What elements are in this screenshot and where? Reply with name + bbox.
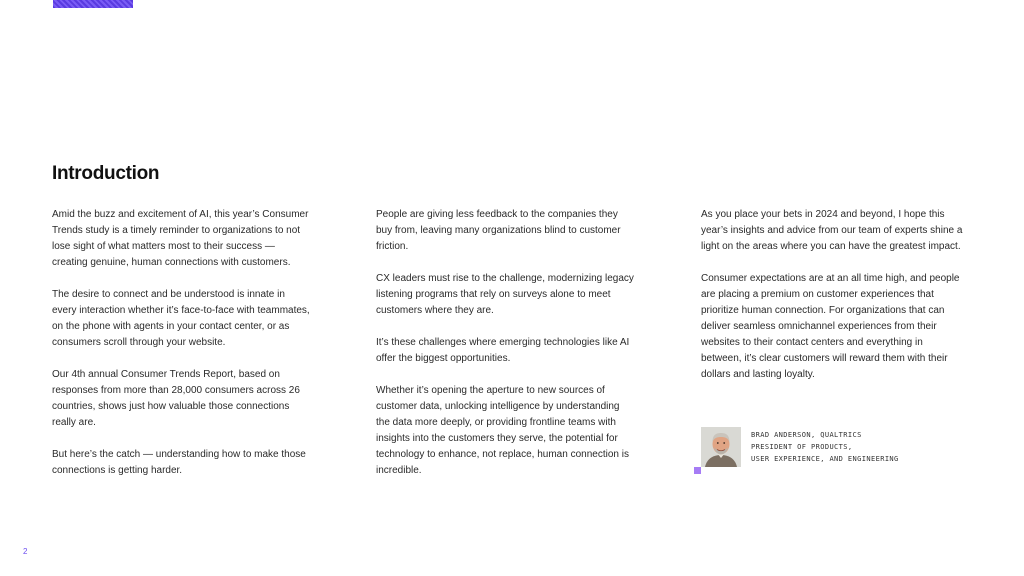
top-accent-bar: [53, 0, 133, 8]
page-title: Introduction: [52, 163, 160, 184]
paragraph: It’s these challenges where emerging technologies like AI offer the biggest opportunities.: [376, 337, 630, 364]
author-credit: [751, 429, 899, 465]
paragraph: Whether it’s opening the aperture to new sources of customer data, unlocking intelligence by understanding the data more deeply, or providing frontline teams with insights into the customers they serve, the potential for technology to enhance, not replace, human connection is incredible.: [376, 385, 629, 476]
avatar-accent-square: [694, 467, 701, 474]
column-1: [52, 207, 312, 495]
paragraph: Our 4th annual Consumer Trends Report, based on responses from more than 28,000 consumers across 26 countries, shows just how valuable those connections really are.: [52, 369, 300, 428]
paragraph: Amid the buzz and excitement of AI, this year’s Consumer Trends study is a timely reminder to organizations to not lose sight of what matters most to their success — creating genuine, human connections with customers.: [52, 209, 309, 268]
page-number: 2: [23, 547, 28, 556]
paragraph: The desire to connect and be understood is innate in every interaction whether it’s face-to-face with teammates, on the phone with agents in your contact center, or as consumers scroll through your website.: [52, 289, 310, 348]
author-name: BRAD ANDERSON, QUALTRICS: [751, 431, 862, 439]
column-3: [701, 207, 961, 399]
portrait-image: [701, 427, 741, 467]
paragraph: CX leaders must rise to the challenge, modernizing legacy listening programs that rely on surveys alone to meet customers where they are.: [376, 273, 634, 316]
paragraph: Consumer expectations are at an all time high, and people are placing a premium on customer experiences that prioritize human connection. For organizations that can deliver seamless omnichannel experiences from their websites to their contact centers and everything in between, it’s clear customers will reward them with their dollars and lasting loyalty.: [701, 273, 960, 380]
column-2: [376, 207, 636, 495]
author-signature: [701, 427, 981, 475]
paragraph: People are giving less feedback to the companies they buy from, leaving many organizations blind to customer friction.: [376, 209, 621, 252]
paragraph: But here’s the catch — understanding how to make those connections is getting harder.: [52, 449, 306, 476]
paragraph: As you place your bets in 2024 and beyond, I hope this year’s insights and advice from our team of experts shine a light on the areas where you can have the greatest impact.: [701, 209, 963, 252]
avatar: [701, 427, 741, 467]
author-role-cont: USER EXPERIENCE, AND ENGINEERING: [751, 455, 899, 463]
author-role: PRESIDENT OF PRODUCTS,: [751, 443, 853, 451]
